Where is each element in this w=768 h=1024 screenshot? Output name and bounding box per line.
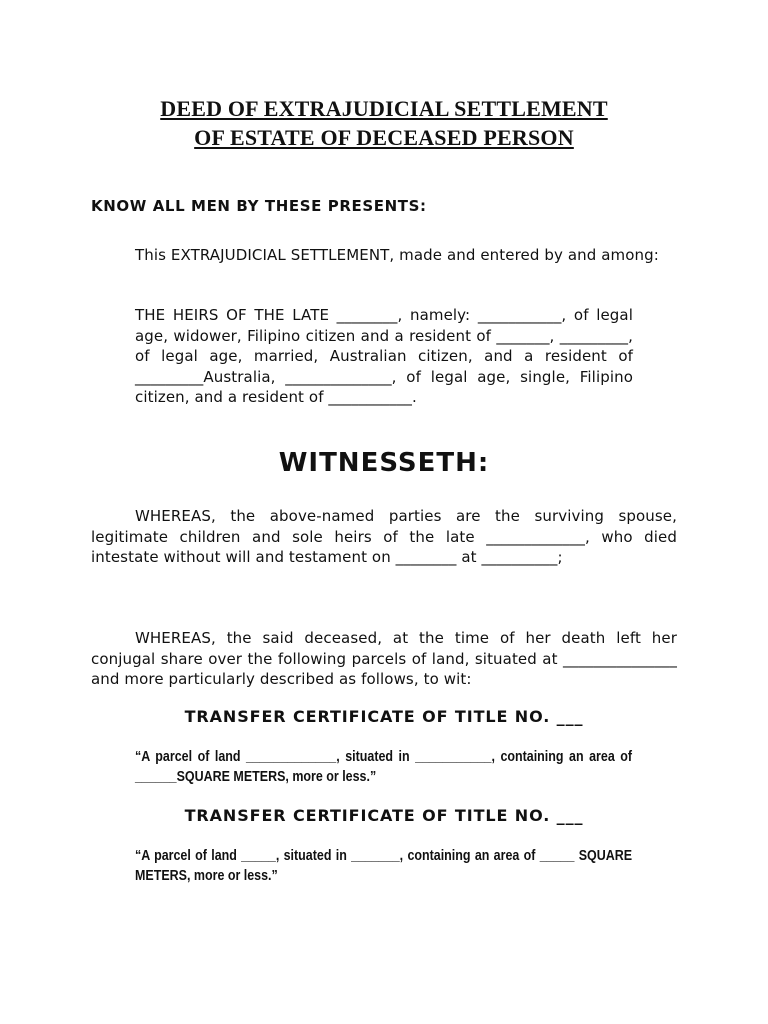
tct-heading-1: TRANSFER CERTIFICATE OF TITLE NO. ___ bbox=[184, 707, 584, 726]
intro-paragraph: This EXTRAJUDICIAL SETTLEMENT, made and entered by and among: bbox=[135, 246, 659, 264]
parcel-description-2: “A parcel of land _____, situated in _______, containing an area of _____ SQUARE METERS, more or less.” bbox=[135, 848, 633, 884]
whereas-paragraph-2: WHEREAS, the said deceased, at the time of her death left her conjugal share over the following parcels of land, situated at _______________ and more particularly described as follows, to wit: bbox=[91, 629, 677, 689]
tct-heading-2: TRANSFER CERTIFICATE OF TITLE NO. ___ bbox=[184, 806, 584, 825]
document-title-line-2: OF ESTATE OF DECEASED PERSON bbox=[194, 125, 574, 150]
parcel-description-1: “A parcel of land _____________, situated in ___________, containing an area of ______SQUARE METERS, more or less.” bbox=[135, 749, 633, 785]
know-all-men-heading: KNOW ALL MEN BY THESE PRESENTS: bbox=[91, 197, 427, 215]
heirs-paragraph: THE HEIRS OF THE LATE ________, namely: ___________, of legal age, widower, Filipino citizen and a resident of _______, _________, of legal age, married, Australian citizen, and a resident of _________Australia, ______________, of legal age, single, Filipino citizen, and a resident of ___________. bbox=[135, 306, 633, 407]
document-title-line-1: DEED OF EXTRAJUDICIAL SETTLEMENT bbox=[160, 96, 608, 121]
whereas-paragraph-1: WHEREAS, the above-named parties are the surviving spouse, legitimate children and sole heirs of the late _____________, who died intestate without will and testament on ________ at __________; bbox=[91, 507, 677, 567]
witnesseth-heading: WITNESSETH: bbox=[278, 448, 490, 478]
